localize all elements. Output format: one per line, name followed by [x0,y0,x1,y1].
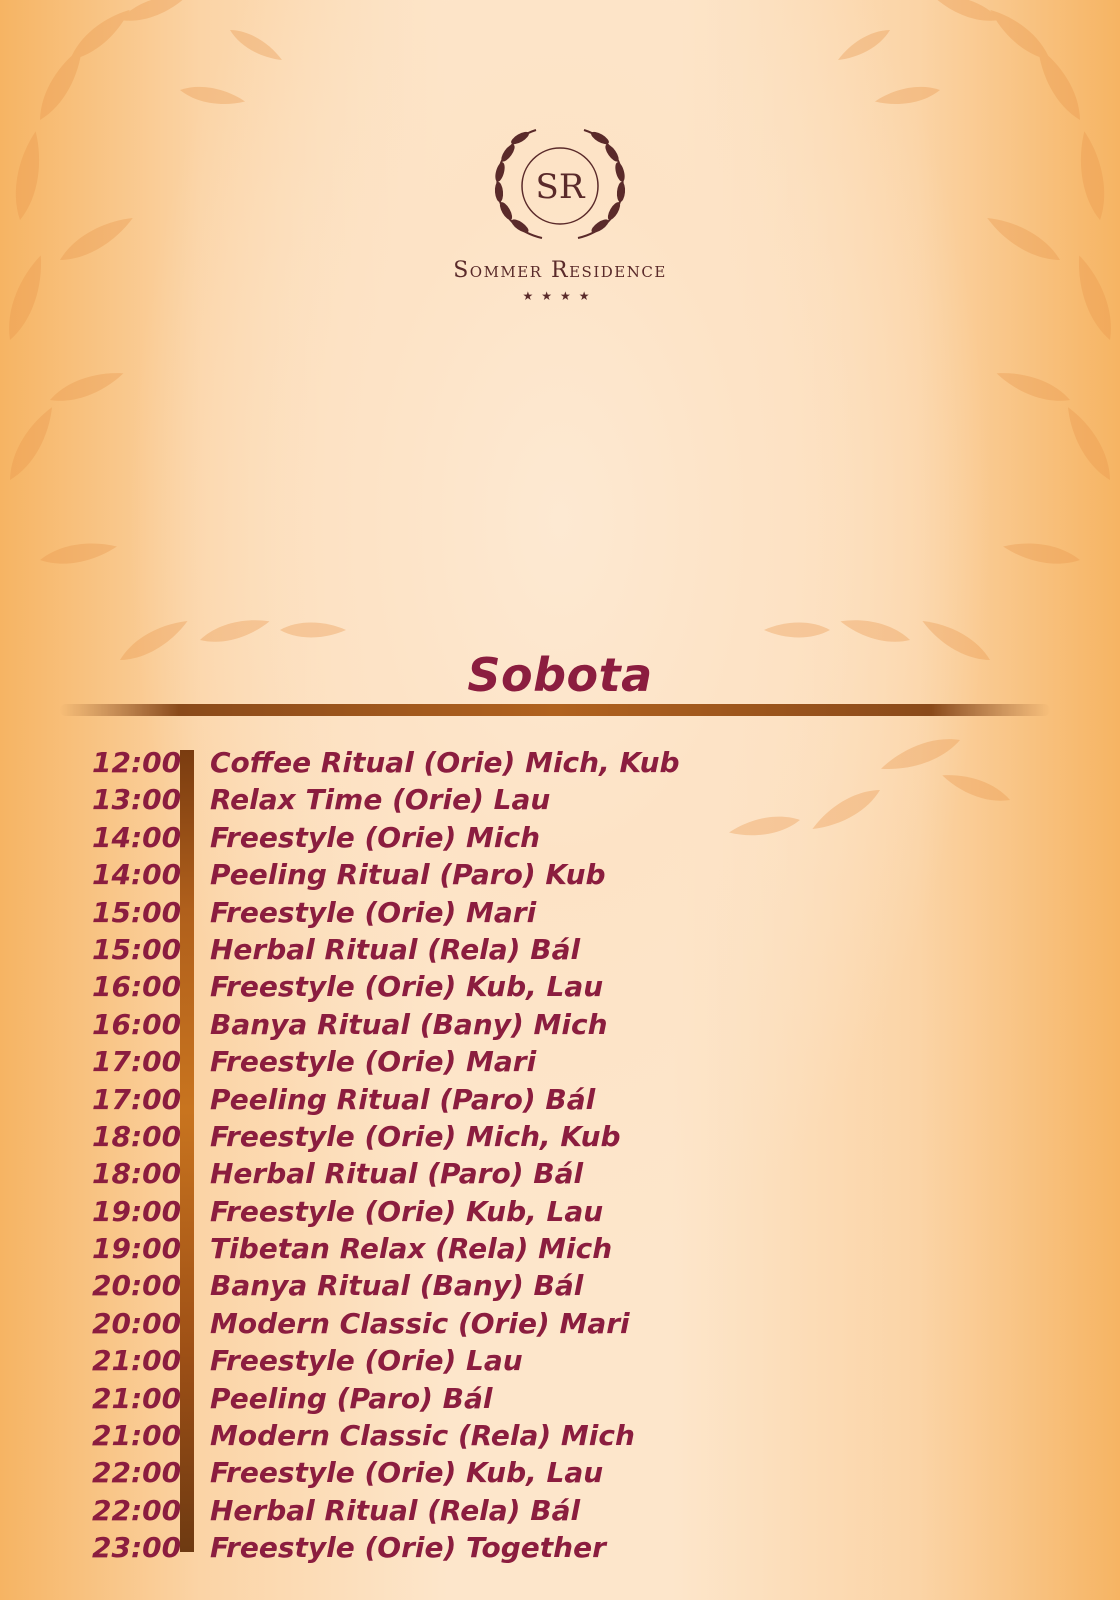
activity: Banya Ritual (Bany) Bál [210,1269,584,1303]
star-rating: ★★★★ [522,289,598,303]
time: 18:00 [92,1157,182,1191]
activity: Relax Time (Orie) Lau [210,783,551,817]
time: 22:00 [92,1493,182,1527]
activity: Tibetan Relax (Rela) Mich [210,1232,613,1266]
time: 20:00 [92,1269,182,1303]
time: 21:00 [92,1344,182,1378]
time: 17:00 [92,1082,182,1116]
schedule-list [0,746,1120,1569]
schedule-row [0,1494,1120,1531]
schedule-row [0,1307,1120,1344]
schedule-row [0,1008,1120,1045]
wooden-divider [60,704,1050,716]
schedule-row [0,783,1120,820]
schedule-row [0,1344,1120,1381]
activity: Freestyle (Orie) Kub, Lau [210,970,604,1004]
activity: Freestyle (Orie) Mich [210,820,541,854]
activity: Herbal Ritual (Paro) Bál [210,1157,584,1191]
schedule-row [0,1120,1120,1157]
activity: Banya Ritual (Bany) Mich [210,1007,608,1041]
day-title: Sobota [467,648,653,702]
activity: Coffee Ritual (Orie) Mich, Kub [210,746,680,779]
logo-monogram: SR [535,167,585,207]
activity: Peeling (Paro) Bál [210,1381,493,1415]
time: 12:00 [92,746,182,779]
schedule-row [0,896,1120,933]
schedule-row [0,1083,1120,1120]
activity: Freestyle (Orie) Together [210,1531,606,1565]
time: 15:00 [92,932,182,966]
time: 22:00 [92,1456,182,1490]
schedule-row [0,1157,1120,1194]
activity: Freestyle (Orie) Kub, Lau [210,1194,604,1228]
time: 17:00 [92,1045,182,1079]
schedule-row [0,746,1120,783]
activity: Modern Classic (Rela) Mich [210,1419,635,1453]
schedule-row [0,1419,1120,1456]
schedule-row [0,1531,1120,1568]
activity: Modern Classic (Orie) Mari [210,1306,630,1340]
activity: Freestyle (Orie) Mich, Kub [210,1119,621,1153]
activity: Peeling Ritual (Paro) Bál [210,1082,596,1116]
time: 21:00 [92,1419,182,1453]
activity: Freestyle (Orie) Lau [210,1344,523,1378]
time: 23:00 [92,1531,182,1565]
laurel-wreath-icon [480,118,640,248]
time: 15:00 [92,895,182,929]
activity: Freestyle (Orie) Mari [210,1045,537,1079]
schedule-row [0,858,1120,895]
schedule-row [0,1382,1120,1419]
time: 19:00 [92,1194,182,1228]
schedule-row [0,970,1120,1007]
time: 14:00 [92,820,182,854]
time: 19:00 [92,1232,182,1266]
schedule-row [0,1269,1120,1306]
schedule-row [0,821,1120,858]
hotel-logo [0,118,1120,303]
activity: Peeling Ritual (Paro) Kub [210,858,606,892]
activity: Herbal Ritual (Rela) Bál [210,1493,581,1527]
time: 16:00 [92,970,182,1004]
schedule-row [0,1045,1120,1082]
activity: Freestyle (Orie) Mari [210,895,537,929]
schedule-row [0,1456,1120,1493]
time: 20:00 [92,1306,182,1340]
activity: Herbal Ritual (Rela) Bál [210,932,581,966]
schedule-row [0,1195,1120,1232]
time: 13:00 [92,783,182,817]
time: 21:00 [92,1381,182,1415]
time: 16:00 [92,1007,182,1041]
brand-name: Sommer Residence [453,258,667,283]
time: 14:00 [92,858,182,892]
schedule-row [0,1232,1120,1269]
activity: Freestyle (Orie) Kub, Lau [210,1456,604,1490]
time: 18:00 [92,1119,182,1153]
schedule-row [0,933,1120,970]
